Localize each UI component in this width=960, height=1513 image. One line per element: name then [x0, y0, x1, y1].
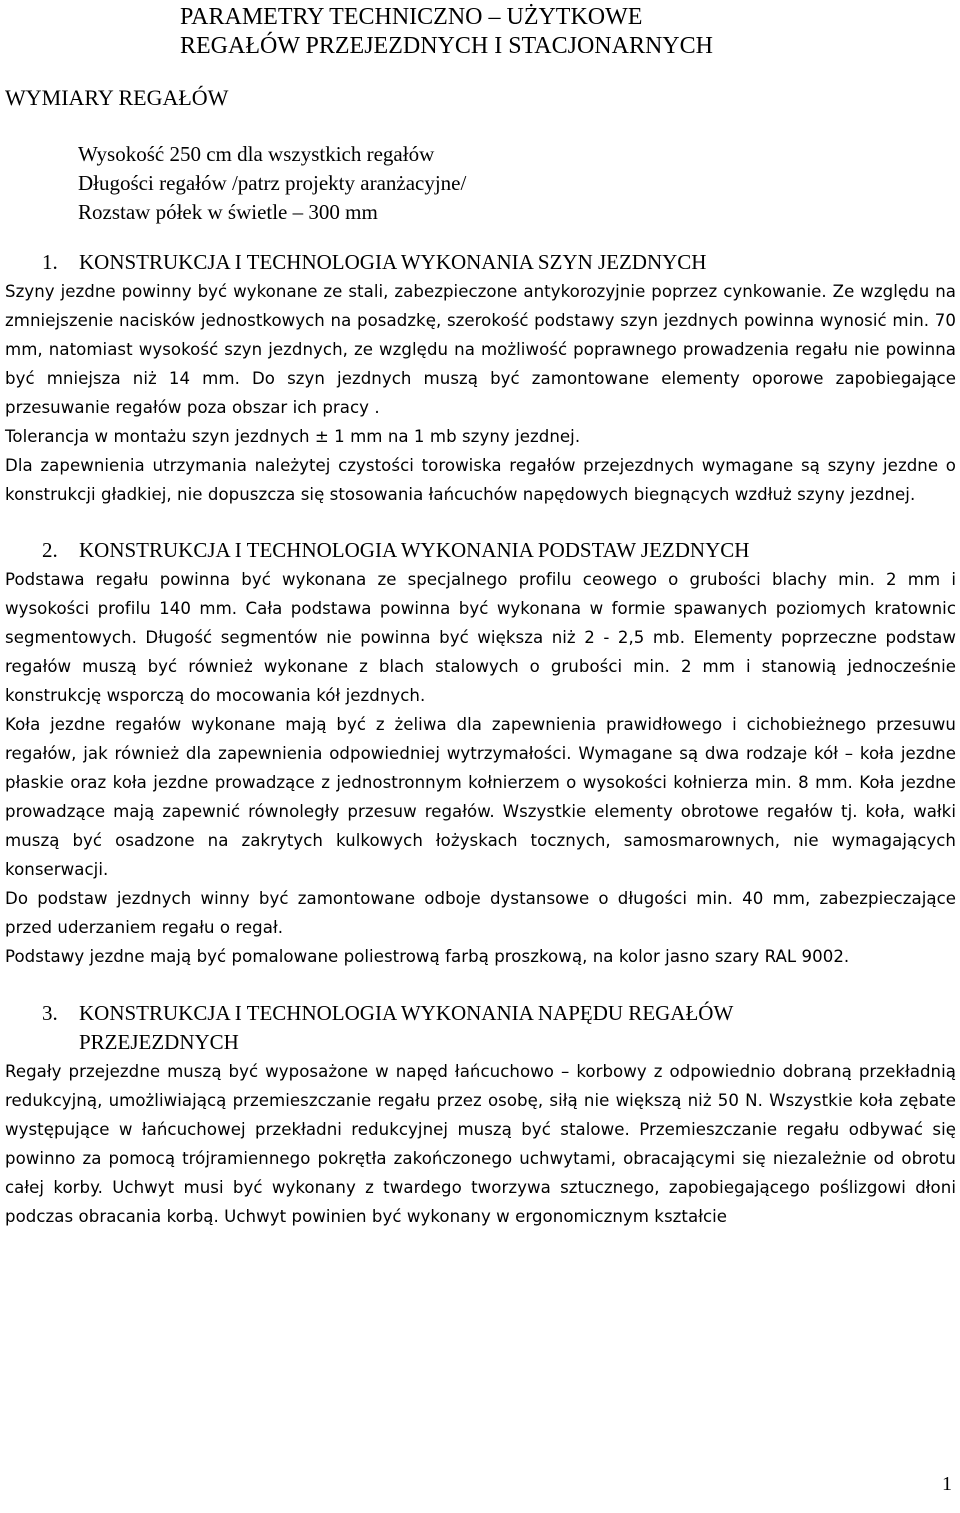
section-2-paragraph-4: Podstawy jezdne mają być pomalowane poliestrową farbą proszkową, na kolor jasno szary RAL 9002.	[5, 947, 850, 966]
title-line-1: PARAMETRY TECHNICZNO – UŻYTKOWE	[180, 4, 643, 30]
section-2-paragraph-1: Podstawa regału powinna być wykonana ze specjalnego profilu ceowego o grubości blachy min. 2 mm i wysokości profilu 140 mm. Cała podstawa powinna być wykonana w formie spawanych poziomych kratownic segmentowych. Długość segmentów nie powinna być większa niż 2 - 2,5 mb. Elementy poprzeczne podstaw regałów muszą być również wykonane z blach stalowych o grubości min. 2 mm i stanowią jednocześnie konstrukcję wsporczą do mocowania kół jezdnych.	[5, 570, 956, 705]
dimension-length: Długości regałów /patrz projekty aranżacyjne/	[78, 171, 467, 195]
section-1-paragraph-1: Szyny jezdne powinny być wykonane ze stali, zabezpieczone antykorozyjnie poprzez cynkowanie. Ze względu na zmniejszenie nacisków jednostkowych na posadzkę, szerokość podstawy szyn jezdnych powinna wynosić min. 70 mm, natomiast wysokość szyn jezdnych, ze względu na możliwość poprawnego prowadzenia regału nie powinna być mniejsza niż 14 mm. Do szyn jezdnych muszą być zamontowane elementy oporowe zapobiegające przesuwanie regałów poza obszar ich pracy .	[5, 282, 956, 417]
section-2-paragraph-2: Koła jezdne regałów wykonane mają być z żeliwa dla zapewnienia prawidłowego i cichobieżnego przesuwu regałów, jak również dla zapewnienia odpowiedniej wytrzymałości. Wymagane są dwa rodzaje kół – koła jezdne płaskie oraz koła jezdne prowadzące z jednostronnym kołnierzem o wysokości kołnierza min. 8 mm. Koła jezdne prowadzące mają zapewnić równoległy przesuw regałów. Wszystkie elementy obrotowe regałów tj. koła, wałki muszą być osadzone na zakrytych kulkowych łożyskach tocznych, samosmarownych, nie wymagających konserwacji.	[5, 715, 956, 879]
section-1-paragraph-2: Tolerancja w montażu szyn jezdnych ± 1 mm na 1 mb szyny jezdnej.	[5, 427, 581, 446]
document-title	[5, 0, 956, 61]
dimensions-list	[78, 140, 956, 227]
section-3-paragraph-1: Regały przejezdne muszą być wyposażone w napęd łańcuchowo – korbowy z odpowiednio dobraną przekładnią redukcyjną, umożliwiającą przemieszczanie regału przez osobę, siłą nie większą niż 50 N. Wszystkie koła zębate występujące w łańcuchowej przekładni redukcyjnej muszą być stalowe. Przemieszczanie regału odbywać się powinno za pomocą trójramiennego pokrętła zakończonego uchwytami, obracającymi się niezależnie od obrotu całej korby. Uchwyt musi być wykonany z twardego tworzywa sztucznego, zapobiegającego poślizgowi dłoni podczas obracania korbą. Uchwyt powinien być wykonany w ergonomicznym kształcie	[5, 1062, 956, 1226]
section-2-number: 2.	[42, 538, 58, 562]
section-1-heading	[5, 248, 956, 277]
section-3-title-line-2: PRZEJEZDNYCH	[79, 1030, 239, 1054]
section-1-title: KONSTRUKCJA I TECHNOLOGIA WYKONANIA SZYN JEZDNYCH	[79, 250, 707, 274]
section-2-paragraph-3: Do podstaw jezdnych winny być zamontowane odboje dystansowe o długości min. 40 mm, zabezpieczające przed uderzaniem regału o regał.	[5, 889, 956, 937]
dimension-height: Wysokość 250 cm dla wszystkich regałów	[78, 142, 435, 166]
section-1-paragraph-3: Dla zapewnienia utrzymania należytej czystości torowiska regałów przejezdnych wymagane są szyny jezdne o konstrukcji gładkiej, nie dopuszcza się stosowania łańcuchów napędowych biegnących wzdłuż szyny jezdnej.	[5, 456, 956, 504]
dimensions-heading: WYMIARY REGAŁÓW	[5, 85, 229, 110]
section-3-heading	[5, 999, 956, 1057]
section-3-title-line-1: KONSTRUKCJA I TECHNOLOGIA WYKONANIA NAPĘDU REGAŁÓW	[79, 1001, 734, 1025]
dimension-shelf-spacing: Rozstaw półek w świetle – 300 mm	[78, 200, 378, 224]
page-number: 1	[942, 1473, 952, 1495]
section-3-number: 3.	[42, 1001, 58, 1025]
section-2-title: KONSTRUKCJA I TECHNOLOGIA WYKONANIA PODSTAW JEZDNYCH	[79, 538, 750, 562]
title-line-2: REGAŁÓW PRZEJEZDNYCH I STACJONARNYCH	[180, 33, 713, 59]
section-2-heading	[5, 536, 956, 565]
section-1-number: 1.	[42, 250, 58, 274]
